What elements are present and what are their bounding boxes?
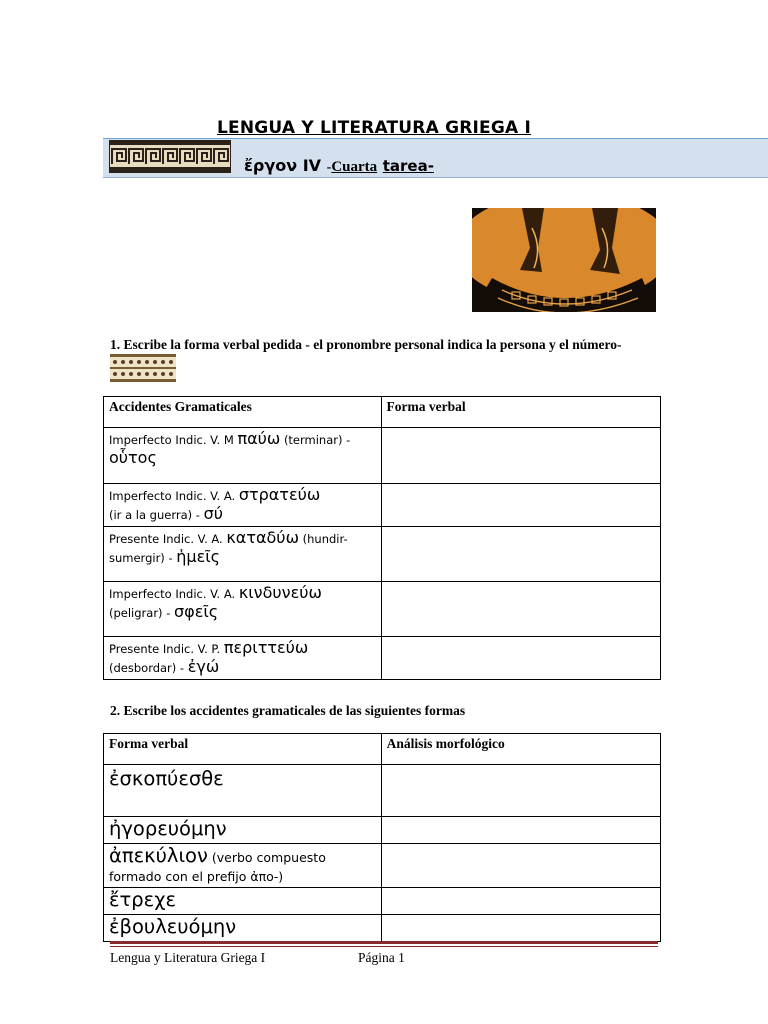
verb-form-cell: ἠγορευόμην <box>104 817 382 844</box>
pronoun-greek: ἐγώ <box>187 657 220 676</box>
pronoun-greek: ἡμεῖς <box>176 547 221 566</box>
table-row <box>104 527 661 582</box>
row-label: Presente Indic. V. A. <box>109 532 223 546</box>
document-title: LENGUA Y LITERATURA GRIEGA I <box>217 118 532 138</box>
row-label: Imperfecto Indic. V. A. <box>109 489 236 503</box>
accidentes-cell <box>104 527 382 582</box>
answer-cell[interactable] <box>381 527 660 582</box>
table-header-row <box>104 734 661 765</box>
subtitle <box>244 156 434 176</box>
verb-greek: κινδυνεύω <box>238 583 322 602</box>
table-row <box>104 428 661 484</box>
subtitle-dash: - <box>326 160 332 175</box>
subtitle-cuarta: Cuarta <box>331 159 378 175</box>
accidentes-cell <box>104 428 382 484</box>
verb-note: (verbo compuesto formado con el prefijo ἀπο-) <box>109 850 326 884</box>
row-label: Imperfecto Indic. V. M <box>109 433 234 447</box>
exercise2-instruction: 2. Escribe los accidentes gramaticales de las siguientes formas <box>110 703 466 718</box>
footer-course: Lengua y Literatura Griega I <box>110 950 266 965</box>
table-row <box>104 817 661 844</box>
verb-form-cell: ἐβουλευόμην <box>104 915 382 942</box>
answer-cell[interactable] <box>381 888 660 915</box>
decorative-border-icon <box>110 354 176 382</box>
table-row <box>104 888 661 915</box>
column-header: Accidentes Gramaticales <box>104 397 382 428</box>
row-label: Imperfecto Indic. V. A. <box>109 587 236 601</box>
exercise1-table <box>103 396 661 680</box>
footer-rule <box>110 941 658 944</box>
answer-cell[interactable] <box>381 582 660 637</box>
verb-greek: καταδύω <box>226 528 299 547</box>
accidentes-cell <box>104 484 382 527</box>
answer-cell[interactable] <box>381 915 660 942</box>
verb-greek: περιττεύω <box>223 638 309 657</box>
table-row <box>104 637 661 680</box>
table-row <box>104 844 661 888</box>
table-header-row <box>104 397 661 428</box>
verb-meaning: (desbordar) - <box>109 661 185 675</box>
row-label: Presente Indic. V. P. <box>109 642 221 656</box>
subtitle-greek: ἔργον IV <box>244 156 322 175</box>
accidentes-cell <box>104 637 382 680</box>
verb-form-cell <box>104 844 382 888</box>
column-header: Análisis morfológico <box>381 734 660 765</box>
verb-meaning: (terminar) - <box>283 433 351 447</box>
greek-meander-icon <box>109 140 231 173</box>
verb-meaning: (peligrar) - <box>109 606 171 620</box>
answer-cell[interactable] <box>381 428 660 484</box>
table-row <box>104 765 661 817</box>
subtitle-tarea: tarea- <box>382 157 434 175</box>
pronoun-greek: σύ <box>203 504 223 523</box>
verb-greek: στρατεύω <box>238 485 321 504</box>
answer-cell[interactable] <box>381 817 660 844</box>
verb-form: ἀπεκύλιον <box>109 844 208 867</box>
exercise1-instruction: 1. Escribe la forma verbal pedida - el pronombre personal indica la persona y el número- <box>110 337 622 352</box>
verb-greek: παύω <box>237 429 281 448</box>
accidentes-cell <box>104 582 382 637</box>
greek-vase-image <box>472 208 656 312</box>
column-header: Forma verbal <box>381 397 660 428</box>
answer-cell[interactable] <box>381 484 660 527</box>
exercise2-table <box>103 733 661 942</box>
footer-page-number: Página 1 <box>358 950 405 965</box>
verb-form-cell: ἔτρεχε <box>104 888 382 915</box>
verb-form-cell: ἐσκοπύεσθε <box>104 765 382 817</box>
column-header: Forma verbal <box>104 734 382 765</box>
verb-meaning: (ir a la guerra) - <box>109 508 200 522</box>
table-row <box>104 915 661 942</box>
footer-rule-thin <box>110 946 658 947</box>
answer-cell[interactable] <box>381 844 660 888</box>
table-row <box>104 582 661 637</box>
answer-cell[interactable] <box>381 765 660 817</box>
pronoun-greek: οὗτος <box>109 448 157 467</box>
answer-cell[interactable] <box>381 637 660 680</box>
verb-meaning: (hundir-sumergir) - <box>109 532 348 565</box>
pronoun-greek: σφεῖς <box>174 602 219 621</box>
table-row <box>104 484 661 527</box>
